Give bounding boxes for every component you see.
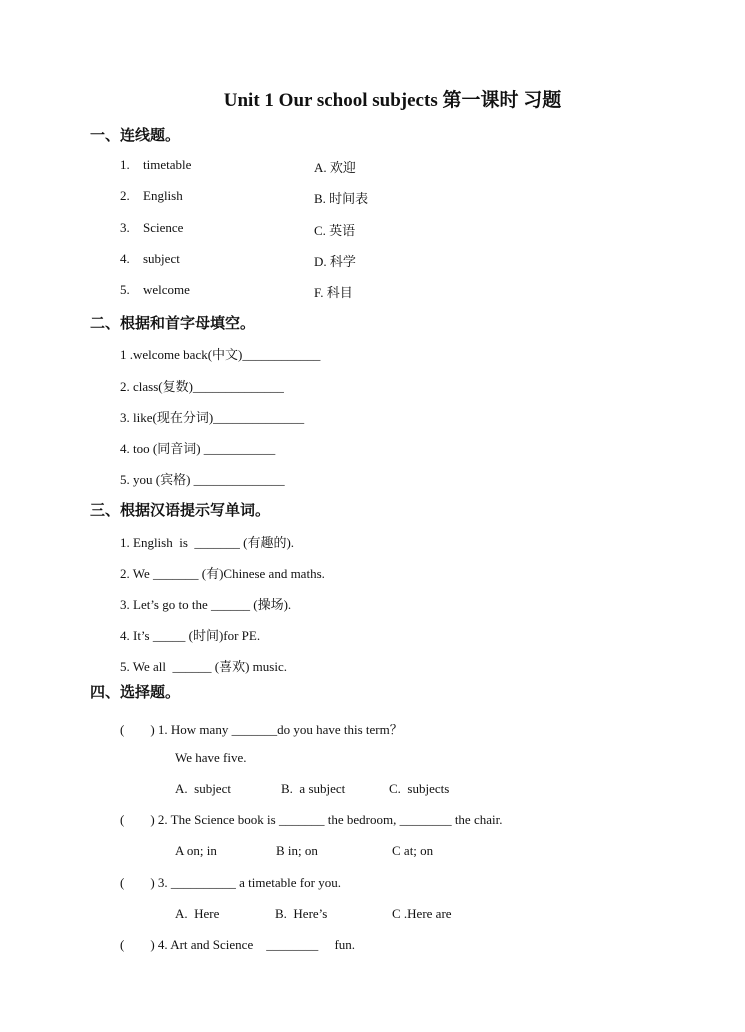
word-item-3: 3. Let’s go to the ______ (操场).	[120, 597, 292, 612]
match-option-d: D. 科学	[314, 254, 356, 269]
match-word-2: English	[143, 188, 183, 203]
match-option-c: C. 英语	[314, 223, 356, 238]
word-item-4: 4. It’s _____ (时间)for PE.	[120, 628, 261, 643]
page-title: Unit 1 Our school subjects 第一课时 习题	[223, 90, 562, 111]
choice-2-option-a: A on; in	[175, 843, 217, 858]
fill-item-2: 2. class(复数)______________	[120, 379, 284, 394]
choice-question-2: ( ) 2. The Science book is _______ the bedroom, ________ the chair.	[120, 812, 503, 827]
match-option-b: B. 时间表	[314, 191, 369, 206]
choice-2-option-c: C at; on	[392, 843, 434, 858]
match-num-1: 1.	[120, 157, 130, 172]
choice-3-option-a: A. Here	[175, 906, 220, 921]
fill-item-1: 1 .welcome back(中文)____________	[120, 347, 321, 362]
choice-2-option-b: B in; on	[276, 843, 318, 858]
choice-question-1-answer: We have five.	[175, 750, 247, 765]
choice-question-1: ( ) 1. How many _______do you have this term？	[120, 722, 403, 737]
match-num-5: 5.	[120, 282, 130, 297]
choice-question-4: ( ) 4. Art and Science ________ fun.	[120, 937, 356, 952]
match-num-2: 2.	[120, 188, 130, 203]
fill-item-5: 5. you (宾格) ______________	[120, 472, 285, 487]
fill-item-3: 3. like(现在分词)______________	[120, 410, 305, 425]
section-3-heading: 三、根据汉语提示写单词。	[90, 503, 271, 519]
choice-3-option-c: C .Here are	[392, 906, 452, 921]
match-option-f: F. 科目	[314, 285, 353, 300]
match-word-4: subject	[143, 251, 180, 266]
section-1-heading: 一、连线题。	[90, 128, 181, 144]
section-4-heading: 四、选择题。	[90, 685, 181, 701]
word-item-2: 2. We _______ (有)Chinese and maths.	[120, 566, 325, 581]
word-item-1: 1. English is _______ (有趣的).	[120, 535, 295, 550]
match-num-3: 3.	[120, 220, 130, 235]
match-word-1: timetable	[143, 157, 192, 172]
choice-1-option-c: C. subjects	[389, 781, 450, 796]
match-option-a: A. 欢迎	[314, 160, 356, 175]
choice-1-option-b: B. a subject	[281, 781, 346, 796]
section-2-heading: 二、根据和首字母填空。	[90, 316, 256, 332]
match-num-4: 4.	[120, 251, 130, 266]
word-item-5: 5. We all ______ (喜欢) music.	[120, 659, 287, 674]
match-word-5: welcome	[143, 282, 190, 297]
fill-item-4: 4. too (同音词) ___________	[120, 441, 276, 456]
match-word-3: Science	[143, 220, 184, 235]
choice-3-option-b: B. Here’s	[275, 906, 328, 921]
choice-1-option-a: A. subject	[175, 781, 231, 796]
choice-question-3: ( ) 3. __________ a timetable for you.	[120, 875, 341, 890]
